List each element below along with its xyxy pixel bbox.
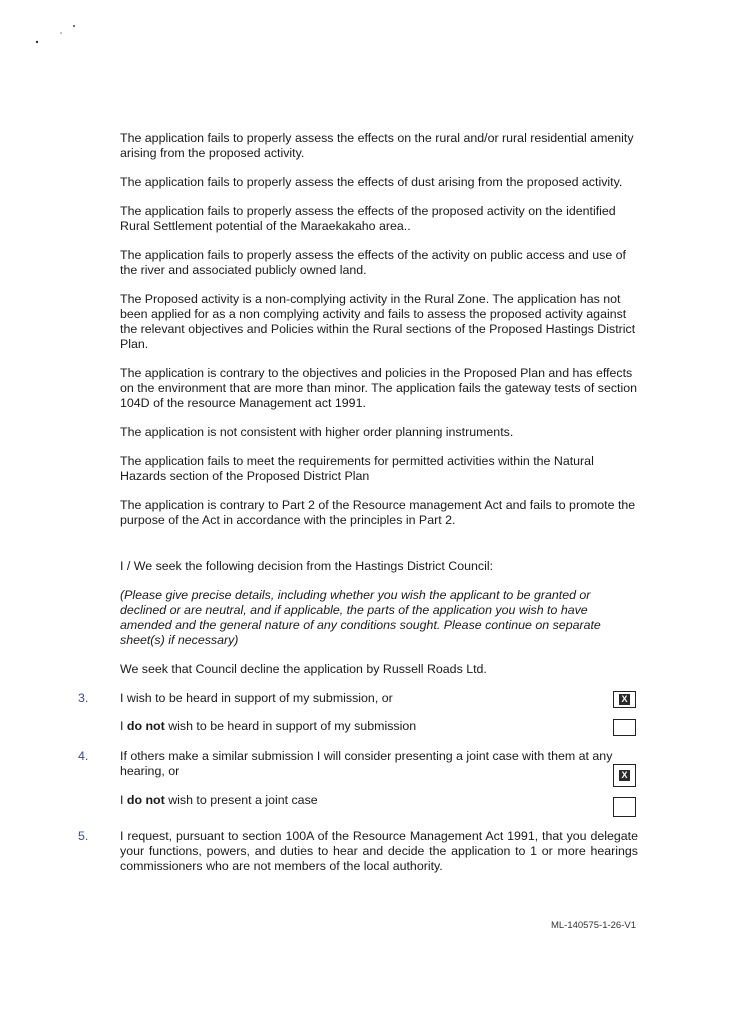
option-emphasis: do not — [126, 719, 165, 733]
item-3 — [78, 691, 638, 736]
option-suffix: wish to be heard in support of my submission — [168, 719, 417, 733]
objection-6: The application is contrary to the objectives and policies in the Proposed Plan and has effects on the environment that are more than minor. The application fails the gateway tests of section 104D of the resource Management act 1991. — [120, 366, 638, 410]
scan-specks — [30, 20, 90, 50]
joint-case-option: If others make a similar submission I will consider presenting a joint case with them at any hearing, or — [120, 749, 613, 778]
no-joint-case-option — [120, 793, 318, 808]
decision-instructions: (Please give precise details, including whether you wish the applicant to be granted or declined or are neutral, and if applicable, the parts of the application you wish to have amended and the general nature of any conditions sought. Please continue on separate sheet(s) if necessary) — [120, 588, 601, 647]
item-4 — [78, 749, 638, 817]
objection-2: The application fails to properly assess the effects of dust arising from the proposed activity. — [120, 175, 623, 189]
item-number: 5. — [78, 829, 89, 843]
heard-checkbox[interactable] — [613, 691, 636, 708]
document-reference: ML-140575-1-26-V1 — [550, 920, 636, 931]
objection-3: The application fails to properly assess the effects of the proposed activity on the identified Rural Settlement potential of the Maraekakaho area.. — [120, 204, 616, 233]
option-prefix: I — [120, 719, 124, 733]
item-5 — [78, 829, 638, 874]
item-number: 3. — [78, 691, 89, 705]
option-prefix: I — [120, 793, 124, 807]
not-heard-checkbox[interactable] — [613, 719, 636, 736]
objection-9: The application is contrary to Part 2 of the Resource management Act and fails to promote the purpose of the Act in accordance with the principles in Part 2. — [120, 498, 636, 527]
item-number: 4. — [78, 749, 89, 763]
commissioner-request: I request, pursuant to section 100A of the Resource Management Act 1991, that you delegate your functions, powers, and duties to hear and decide the application to 1 or more hearings commissioners who are not members of the local authority. — [120, 829, 638, 873]
no-joint-case-checkbox[interactable] — [613, 797, 636, 817]
objection-5: The Proposed activity is a non-complying activity in the Rural Zone. The application has not been applied for as a non complying activity and fails to assess the proposed activity against the relevant objectives and Policies within the Rural sections of the Proposed Hastings District Plan. — [120, 292, 636, 351]
option-emphasis: do not — [126, 793, 165, 807]
not-heard-option — [120, 719, 416, 734]
objection-1: The application fails to properly assess the effects on the rural and/or rural residential amenity arising from the proposed activity. — [120, 131, 634, 160]
objection-8: The application fails to meet the requirements for permitted activities within the Natural Hazards section of the Proposed District Plan — [120, 454, 594, 483]
submission-body — [78, 131, 638, 888]
objection-7: The application is not consistent with higher order planning instruments. — [120, 425, 514, 439]
checkbox-mark: X — [619, 770, 630, 781]
option-suffix: wish to present a joint case — [168, 793, 318, 807]
heard-option: I wish to be heard in support of my submission, or — [120, 691, 393, 705]
joint-case-checkbox[interactable] — [613, 764, 636, 787]
decision-intro: I / We seek the following decision from the Hastings District Council: — [120, 559, 494, 573]
checkbox-mark: X — [619, 694, 630, 705]
decision-statement: We seek that Council decline the application by Russell Roads Ltd. — [120, 662, 487, 676]
joint-case-option-block — [120, 749, 638, 779]
objection-4: The application fails to properly assess the effects of the activity on public access and use of the river and associated publicly owned land. — [120, 248, 627, 277]
